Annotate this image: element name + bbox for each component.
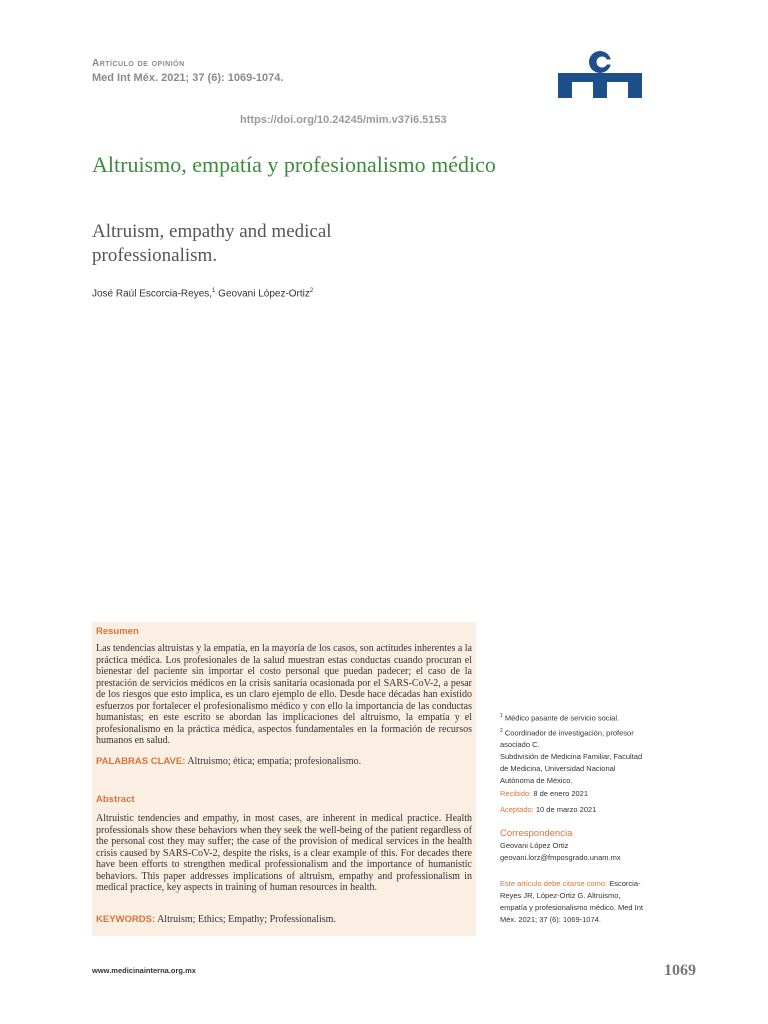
correspondence-name: Geovani López Ortiz (500, 841, 569, 850)
affiliations (500, 710, 646, 787)
author-1-affiliation: 1 (212, 288, 216, 294)
keywords: Altruism; Ethics; Empathy; Professionalism. (157, 914, 336, 925)
received-label: Recibido: (500, 789, 532, 798)
affiliation-1: $^1$ Médico pasante de servicio social. (500, 713, 620, 723)
title-english: Altruism, empathy and medical professionalism. (92, 221, 332, 266)
abstract-text: Altruistic tendencies and empathy, in most cases, are inherent in medical practice. Health professionals show these behaviors when they seek the well-being of the patient regardless of the personal cost they may suffer; the case of the provision of medical services in the health crisis caused by SARS-CoV-2, despite the risks, is a clear example of this. For decades there have been efforts to strengthen medical professionalism and the importance of humanistic behaviors. This paper addresses implications of altruism, empathy and professionalism in medical practice, key aspects in training of human resources in health. (96, 813, 472, 893)
palabras-clave: Altruismo; ética; empatía; profesionalismo. (187, 756, 362, 767)
journal-name: Med Int Méx. (92, 72, 159, 84)
accepted-label: Aceptado: (500, 805, 534, 814)
accepted-value: 10 de marzo 2021 (535, 805, 597, 814)
footer-website-link[interactable]: www.medicinainterna.org.mx (92, 966, 196, 975)
institution: Subdivisión de Medicina Familiar, Facultad de Medicina, Universidad Nacional Autónoma de México. (500, 752, 643, 785)
article-type: Artículo de opinión (92, 58, 185, 69)
cite-label: Este artículo debe citarse como: (500, 879, 608, 888)
received-date (500, 788, 646, 800)
journal-logo (558, 46, 642, 98)
author-2: Geovani López-Ortiz (218, 288, 310, 300)
palabras-clave-label: PALABRAS CLAVE: (96, 756, 186, 767)
received-value: 8 de enero 2021 (533, 789, 589, 798)
abstract-heading: Abstract (96, 794, 135, 805)
abstract-keywords (96, 914, 472, 925)
journal-volume: 2021; 37 (6): 1069-1074. (161, 72, 284, 84)
resumen-keywords (96, 756, 472, 767)
cite-text: Escorcia-Reyes JR, López-Ortiz G. Altruismo, empatía y profesionalismo médico. Med Int Méx. 2021; 37 (6): 1069-1074. (500, 879, 643, 924)
affiliation-2: $^2$ Coordinador de investigación, profesor asociado C. (500, 727, 634, 749)
page-number: 1069 (664, 962, 696, 979)
authors (92, 288, 313, 299)
correspondence-email[interactable]: geovani.lorz@fmposgrado.unam.mx (500, 853, 621, 862)
keywords-label: KEYWORDS: (96, 914, 156, 925)
author-2-affiliation: 2 (309, 288, 314, 294)
resumen-text: Las tendencias altruistas y la empatía, en la mayoría de los casos, son actitudes inherentes a la práctica médica. Los profesionales de la salud muestran estas conductas cuando procuran el bienestar del paciente sin importar el costo personal que puedan padecer; el caso de la prestación de servicios médicos en la crisis sanitaria ocasionada por el SARS-CoV-2, a pesar de los riesgos que esto implica, es un claro ejemplo de ello. Desde hace décadas han existido esfuerzos por fortalecer el profesionalismo médico y con ello la importancia de las conductas humanistas; en este escrito se abordan las implicaciones del altruismo, la empatía y el profesionalismo en la práctica médica, aspectos fundamentales en la formación de recursos humanos en salud. (96, 643, 472, 746)
title-spanish: Altruismo, empatía y profesionalismo médico (92, 152, 496, 177)
author-1: José Raúl Escorcia-Reyes, (92, 288, 213, 300)
doi-link[interactable]: https://doi.org/10.24245/mim.v37i6.5153 (240, 114, 447, 126)
accepted-date (500, 804, 646, 816)
correspondence (500, 828, 646, 864)
abstract-box (92, 622, 476, 936)
cite-as (500, 878, 646, 926)
correspondence-heading: Correspondencia (500, 828, 573, 839)
journal-citation (92, 72, 283, 84)
resumen-heading: Resumen (96, 626, 139, 637)
